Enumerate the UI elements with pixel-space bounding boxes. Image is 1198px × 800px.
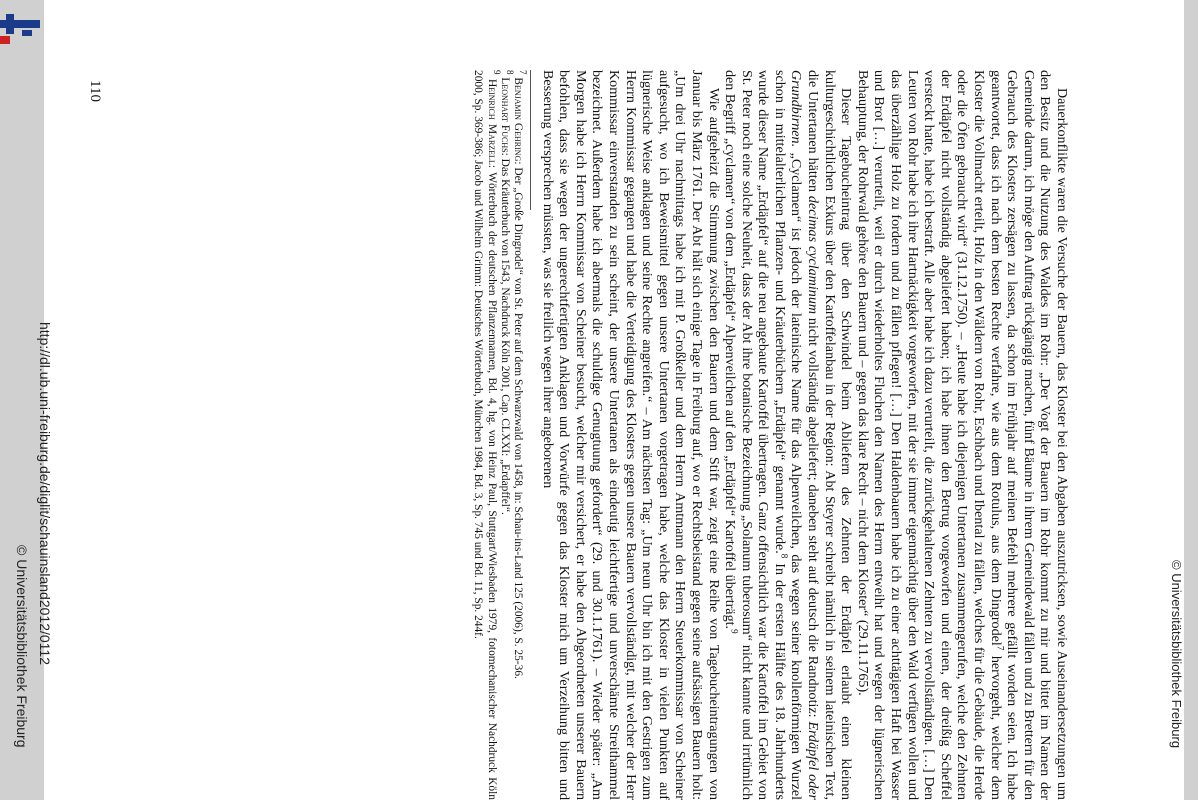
viewer-url[interactable]: http://dl.ub.uni-freiburg.de/diglit/schauinsland2012/0112 bbox=[37, 322, 53, 665]
body-paragraph: Wie aufgeheizt die Stimmung zwischen den Bauern und dem Stift war, zeigt eine Reihe von Tagebucheintragungen von Januar bis März 1761. Der Abt hält sich einige Tage in Freiburg auf, wo er Rechtsbeistand gegen seine aufsässigen Bauern holt: „Um drei Uhr nachmittags habe ich mit P. Großkeller und dem Herrn Amtmann den Herrn Steuerkommissar von Scheiner aufgesucht, wo ich Beweismittel gegen unsere Untertanen vorgetragen habe, welche das Kloster in vielen Punkten auf lügnerische Weise anklagen und seine Rechte angreifen.“ – Am nächsten Tag: „Um neun Uhr bin ich mit den Gestrigen zum Herrn Kommissar gegangen und habe die Verteidigung des Klosters gegen unsere Bauern vervollständigt, mit welcher der Herr Kommissar einverstanden zu sein scheint, der unsere Untertanen als eindeutig leichtfertige und unverschämte Streithammel bezeichnet. Außerdem habe ich abermals die schuldige Genugtuung gefordert“ (29. und 30.1.1761). – Wieder später: „Am Morgen habe ich Herrn Kommissar von Scheiner besucht, welcher mir versichert, er habe den Abgeordneten unserer Bauern befohlen, dass sie wegen der ungerechtfertigten Anklagen und Vorwürfe gegen das Kloster mich um Verzeihung bitten und Besserung versprechen müssten, was sie freilich wegen ihrer angeborenen bbox=[539, 70, 722, 800]
footnote-ref: 9 bbox=[729, 629, 740, 634]
footnote: $^9$ Heinrich Marzell: Wörterbuch der deutschen Pflanzennamen, Bd. 4, hg. von Heinz Paul, Stuttgart/Wiesbaden 1979, fotomechanischer Nachdruck Köln 2000, Sp. 369-386; Jacob und Wilhelm Grimm: Deutsches Wörterbuch, München 1984, Bd. 3, Sp. 745 und Bd. 11, Sp. 244f. bbox=[472, 70, 502, 800]
margin-note: Erdäpfel oder Grundbirnen. bbox=[788, 70, 822, 800]
scanned-page bbox=[100, 70, 1070, 800]
footnote-ref: 7 bbox=[995, 645, 1006, 651]
footnote: $^7$ Benjamin Gehring: Der „Große Dingrodel“ von St. Peter auf dem Schwarzwald von 1458, in: Schau-ins-Land 125 (2006), S. 25-36. bbox=[512, 70, 528, 679]
body-paragraph: Dauerkonflikte waren die Versuche der Bauern, das Kloster bei den Abgaben auszutricksen, sowie Auseinandersetzungen um den Besitz und die Nutzung des Waldes im Rohr: „Der Vogt der Bauern im Rohr kommt zu mir und bittet im Namen der Gemeinde darum, ich möge den Auftrag rückgängig machen, fünf Bäume in ihrem Gemeindewald fällen und zu Brettern für den Gebrauch des Klosters zersägen zu lassen, da schon im Frühjahr auf meinen Befehl mehrere gefällt worden seien. Ich habe geantwortet, dass ich nach dem besten Rechte verfahre, wie aus dem Rotulus, aus dem Dingrodel$^7$ hervorgeht, welcher dem Kloster die Vollmacht erteilt, Holz in den Wäldern von Rohr, Eschbach und Ibental zu fällen, welches für die Gebäude, die Herde oder die Öfen gebraucht wird“ (31.12.1750). – „Heute habe ich diejenigen Untertanen zusammengerufen, welche den Zehnten der Erdäpfel nicht vollständig abgeliefert haben; ich habe ihnen den Betrug vorgeworfen und einen, der dreißig Scheffel versteckt hatte, habe ich bestraft. Alle aber habe ich dazu verurteilt, die zurückgehaltenen Zehnten zu vervollständigen. […] Den Leuten von Rohr habe ich ihre Hartnäckigkeit vorgeworfen, mit der sie immer eigenmächtig über den Wald verfügen wollen und das überzählige Holz zu fordern und zu fällen pflegen! […] Den Haldenbauern habe ich zu einer achttägigen Haft bei Wasser und Brot […] verurteilt, weil er durch wiederholtes Fluchen den Namen des Herrn entweiht hat und wegen der lügnerischen Behauptung, der Rohrwald gehöre den Bauern und – gegen das klare Recht – nicht dem Kloster“ (29.11.1765). bbox=[854, 70, 1070, 800]
footnote-ref: 8 bbox=[779, 553, 790, 559]
viewer-right-margin bbox=[1169, 0, 1198, 800]
footnote-divider bbox=[530, 70, 531, 210]
page-number: 110 bbox=[87, 80, 103, 102]
body-paragraph: Dieser Tagebucheintrag über den Schwindel beim Abliefern des Zehnten der Erdäpfel erlaubt einen kleinen kulturgeschichtlichen Exkurs über den Kartoffelanbau in der Region: Abt Steyrer schreibt nämlich in seinem lateinischen Text, die Untertanen hätten decimas cyclaminum nicht vollständig abgeliefert; daneben steht auf deutsch die Randnotiz: Erdäpfel oder Grundbirnen. „Cyclamen“ ist jedoch der lateinische Name für das Alpenveilchen, das wegen seiner knollenförmigen Wurzel schon in mittelalterlichen Pflanzen- und Kräuterbüchern „Erdäpfel“ genannt wurde.$^8$ In der ersten Hälfte des 18. Jahrhunderts wurde dieser Name „Erdäpfel“ auf die neu angebaute Kartoffel übertragen. Ganz offensichtlich war die Kartoffel im Gebiet von St. Peter noch eine solche Neuheit, dass der Abt ihre botanische Bezeichnung „Solanum tuberosum“ nicht kannte und irrtümlich den Begriff „cyclamen“ von dem „Erdäpfel“ Alpenveilchen auf den „Erdäpfel“ Kartoffel überträgt.$^9$ bbox=[722, 70, 855, 800]
latin-term: decimas cyclaminum bbox=[805, 195, 822, 315]
footnote: $^8$ Leonhart Fuchs: Das Kräuterbuch von 1543, Nachdruck Köln 2001, Cap. CLXXI: „Erdapffel“. bbox=[498, 70, 515, 515]
university-logo-icon bbox=[0, 0, 40, 50]
copyright-left: © Universitätsbibliothek Freiburg bbox=[14, 545, 30, 748]
copyright-right: © Universitätsbibliothek Freiburg bbox=[1169, 560, 1184, 749]
